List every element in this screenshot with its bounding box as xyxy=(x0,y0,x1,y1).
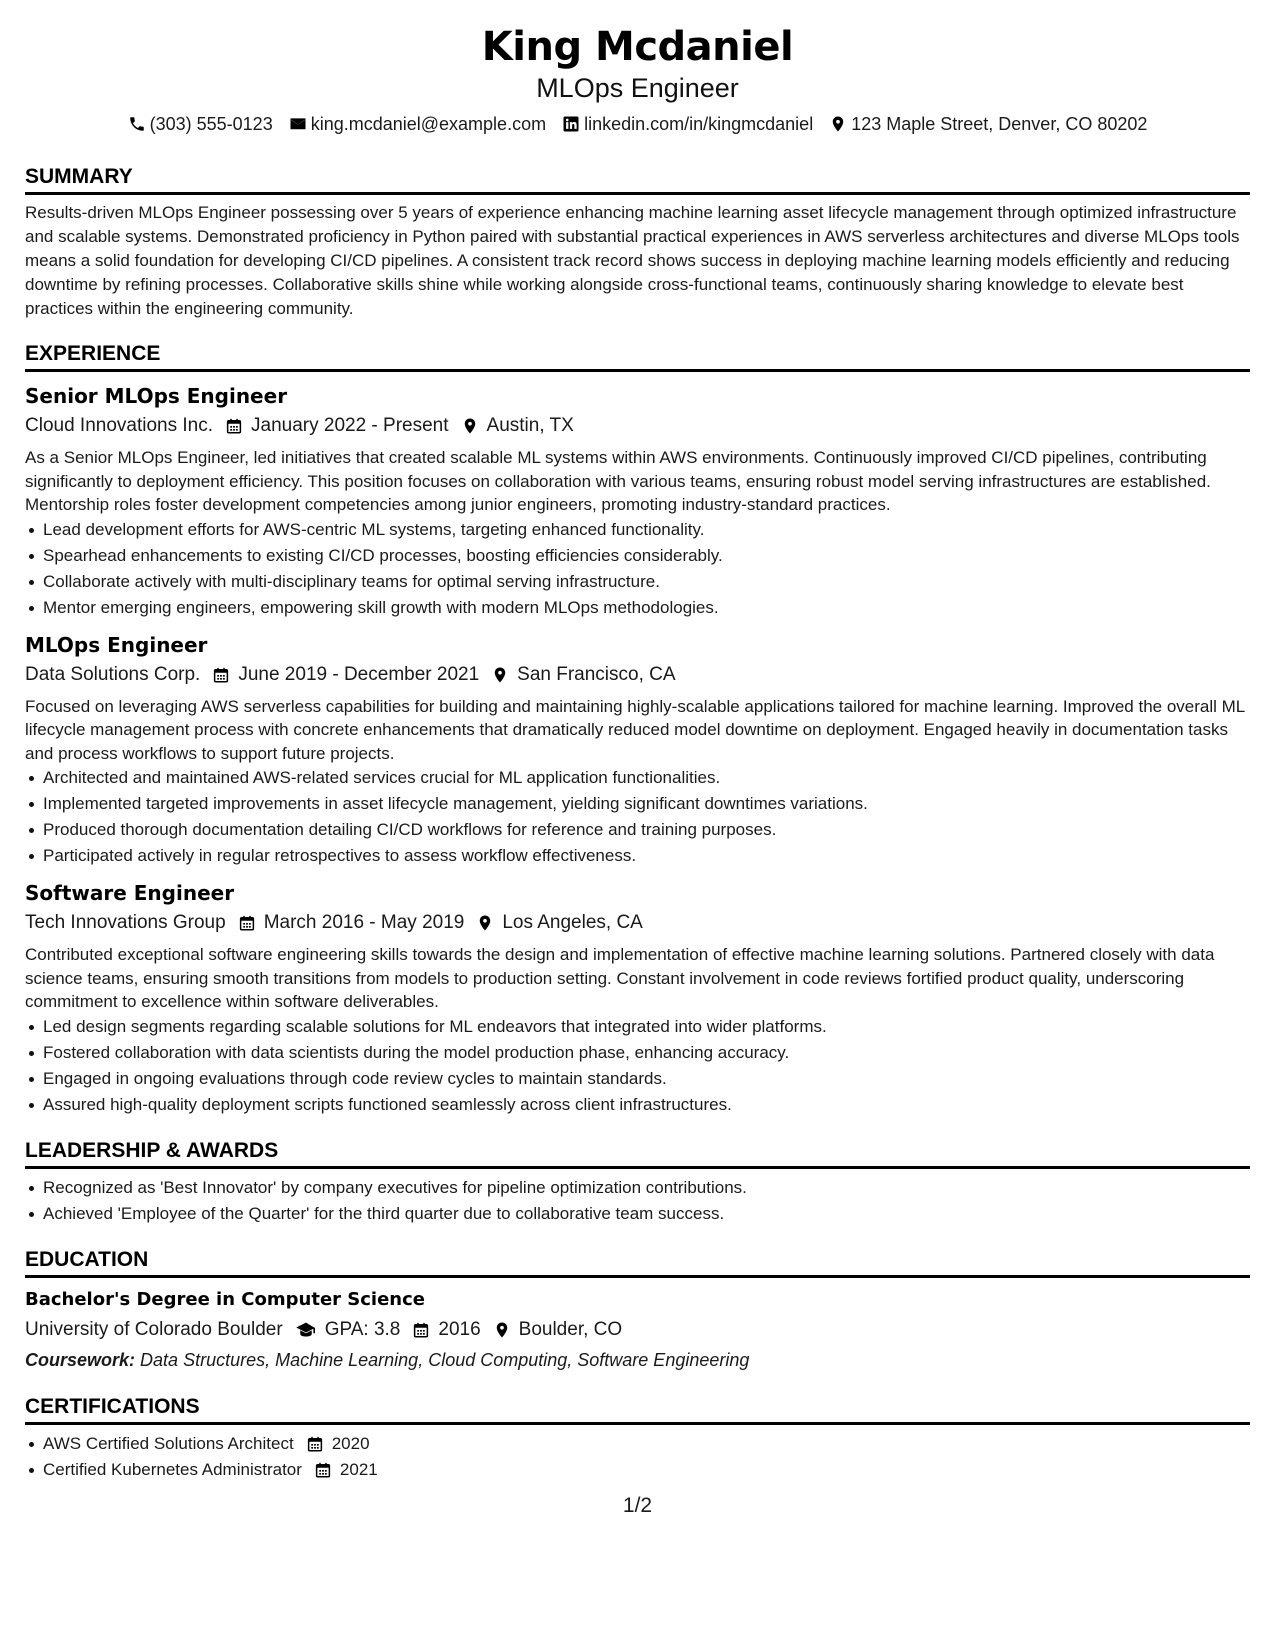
leadership-heading: LEADERSHIP & AWARDS xyxy=(25,1138,1250,1169)
experience-section xyxy=(25,341,1250,1118)
list-item: Lead development efforts for AWS-centric ML systems, targeting enhanced functionality. xyxy=(43,517,1250,543)
certifications-section xyxy=(25,1394,1250,1483)
list-item: Led design segments regarding scalable solutions for ML endeavors that integrated into wider platforms. xyxy=(43,1014,1250,1040)
job-bullets xyxy=(25,765,1250,869)
job-dates: March 2016 - May 2019 xyxy=(263,912,465,933)
list-item: Participated actively in regular retrospectives to assess workflow effectiveness. xyxy=(43,843,1250,869)
list-item: Architected and maintained AWS-related services crucial for ML application functionalities. xyxy=(43,765,1250,791)
list-item: Implemented targeted improvements in asset lifecycle management, yielding significant downtimes variations. xyxy=(43,791,1250,817)
email-link[interactable]: king.mcdaniel@example.com xyxy=(310,114,547,134)
job-location-group xyxy=(461,412,574,440)
summary-heading: SUMMARY xyxy=(25,164,1250,195)
map-pin-icon xyxy=(461,417,479,435)
list-item xyxy=(43,1431,1250,1457)
job-entry xyxy=(25,879,1250,1118)
calendar-icon xyxy=(238,914,256,932)
contact-phone xyxy=(128,112,273,136)
job-bullets xyxy=(25,1014,1250,1118)
job-company: Data Solutions Corp. xyxy=(25,663,201,685)
contact-bar xyxy=(25,112,1250,136)
job-dates: January 2022 - Present xyxy=(251,415,449,436)
certifications-list xyxy=(25,1431,1250,1483)
degree-title: Bachelor's Degree in Computer Science xyxy=(25,1288,425,1310)
list-item: Recognized as 'Best Innovator' by company executives for pipeline optimization contributions. xyxy=(43,1175,1250,1201)
linkedin-link[interactable]: linkedin.com/in/kingmcdaniel xyxy=(584,114,814,134)
job-location-group xyxy=(491,661,675,689)
cert-name: Certified Kubernetes Administrator xyxy=(43,1459,302,1479)
job-dates-group xyxy=(212,661,479,689)
map-pin-icon xyxy=(476,914,494,932)
list-item xyxy=(43,1457,1250,1483)
experience-heading: EXPERIENCE xyxy=(25,341,1250,372)
list-item: Fostered collaboration with data scientists during the model production phase, enhancing accuracy. xyxy=(43,1040,1250,1066)
education-section xyxy=(25,1247,1250,1374)
phone-icon xyxy=(128,115,146,133)
job-title: MLOps Engineer xyxy=(25,632,208,657)
cert-row xyxy=(43,1457,378,1483)
summary-text: Results-driven MLOps Engineer possessing over 5 years of experience enhancing machine learning asset lifecycle management through optimized infrastructure and scalable systems. Demonstrated proficiency in Python paired with substantial practical experiences in AWS serverless architectures and diverse MLOps tools means a solid foundation for developing CI/CD pipelines. A consistent track record shows success in deploying machine learning models efficiently and reducing downtime by refining processes. Collaborative skills shine while working alongside cross-functional teams, continuously sharing knowledge to elevate best practices within the engineering community. xyxy=(25,203,1240,318)
map-pin-icon xyxy=(829,115,847,133)
job-meta xyxy=(25,909,1250,937)
envelope-icon xyxy=(289,115,307,133)
job-meta xyxy=(25,661,1250,689)
job-description: As a Senior MLOps Engineer, led initiatives that created scalable ML systems within AWS environments. Continuously improved CI/CD pipelines, contributing significantly to deployment efficiency. This position focuses on collaboration with various teams, ensuring robust model serving infrastructures are established. Mentorship roles foster development competencies among junior engineers, promoting industry-standard practices. xyxy=(25,448,1211,514)
list-item: Produced thorough documentation detailing CI/CD workflows for reference and training purposes. xyxy=(43,817,1250,843)
school-name: University of Colorado Boulder xyxy=(25,1318,283,1340)
map-pin-icon xyxy=(491,666,509,684)
certifications-heading: CERTIFICATIONS xyxy=(25,1394,1250,1425)
cert-year: 2021 xyxy=(339,1459,378,1479)
job-dates: June 2019 - December 2021 xyxy=(238,663,480,685)
edu-location-group xyxy=(493,1316,623,1344)
gpa-group xyxy=(295,1316,401,1344)
job-title: Senior MLOps Engineer xyxy=(25,384,288,408)
year-group xyxy=(412,1316,480,1344)
job-title: Software Engineer xyxy=(25,881,235,905)
calendar-icon xyxy=(212,666,230,684)
page-number: 1/2 xyxy=(622,1494,653,1517)
coursework-label: Coursework: xyxy=(25,1349,136,1370)
job-company: Cloud Innovations Inc. xyxy=(25,415,214,436)
cert-row xyxy=(43,1431,370,1457)
phone-text: (303) 555-0123 xyxy=(149,114,273,134)
education-heading: EDUCATION xyxy=(25,1247,1250,1278)
job-description: Focused on leveraging AWS serverless capabilities for building and maintaining highly-scalable applications tailored for machine learning. Improved the overall ML lifecycle management process with concrete enhancements that dramatically reduced model downtime on deployment. Engaged heavily in documentation tasks and process workflows to support future projects. xyxy=(25,696,1245,763)
summary-section xyxy=(25,164,1250,321)
school-location: Boulder, CO xyxy=(518,1318,623,1340)
coursework-text: Data Structures, Machine Learning, Cloud Computing, Software Engineering xyxy=(140,1349,750,1370)
contact-address xyxy=(829,112,1147,136)
cert-name: AWS Certified Solutions Architect xyxy=(43,1433,294,1453)
list-item: Collaborate actively with multi-disciplinary teams for optimal serving infrastructure. xyxy=(43,569,1250,595)
job-description: Contributed exceptional software engineering skills towards the design and implementation of effective machine learning solutions. Partnered closely with data science teams, ensuring smooth transitions from models to production setting. Constant involvement in code reviews fortified product quality, underscoring commitment to excellence within software deliverables. xyxy=(25,945,1215,1011)
contact-linkedin xyxy=(562,112,813,136)
address-text: 123 Maple Street, Denver, CO 80202 xyxy=(851,114,1148,134)
coursework xyxy=(25,1346,1250,1374)
resume-header xyxy=(25,22,1250,136)
map-pin-icon xyxy=(493,1321,511,1339)
calendar-icon xyxy=(225,417,243,435)
job-company: Tech Innovations Group xyxy=(25,912,226,933)
contact-email xyxy=(289,112,546,136)
graduation-cap-icon xyxy=(295,1321,317,1339)
job-dates-group xyxy=(238,909,465,937)
calendar-icon xyxy=(306,1435,324,1453)
leadership-list xyxy=(25,1175,1250,1227)
cert-year: 2020 xyxy=(331,1433,370,1453)
calendar-icon xyxy=(412,1321,430,1339)
job-bullets xyxy=(25,517,1250,621)
candidate-name: King Mcdaniel xyxy=(481,24,794,70)
leadership-section xyxy=(25,1138,1250,1227)
job-location: Austin, TX xyxy=(486,415,574,436)
list-item: Achieved 'Employee of the Quarter' for the third quarter due to collaborative team success. xyxy=(43,1201,1250,1227)
calendar-icon xyxy=(314,1461,332,1479)
job-location: San Francisco, CA xyxy=(517,663,676,685)
list-item: Spearhead enhancements to existing CI/CD processes, boosting efficiencies considerably. xyxy=(43,543,1250,569)
education-meta xyxy=(25,1316,1250,1344)
job-entry xyxy=(25,631,1250,870)
list-item: Assured high-quality deployment scripts functioned seamlessly across client infrastructures. xyxy=(43,1092,1250,1118)
job-location-group xyxy=(476,909,642,937)
graduation-year: 2016 xyxy=(438,1318,481,1340)
job-location: Los Angeles, CA xyxy=(502,912,643,933)
gpa-text: GPA: 3.8 xyxy=(324,1318,401,1340)
linkedin-icon xyxy=(562,115,580,133)
list-item: Mentor emerging engineers, empowering skill growth with modern MLOps methodologies. xyxy=(43,595,1250,621)
job-meta xyxy=(25,412,1250,440)
job-dates-group xyxy=(225,412,449,440)
list-item: Engaged in ongoing evaluations through code review cycles to maintain standards. xyxy=(43,1066,1250,1092)
candidate-title: MLOps Engineer xyxy=(536,73,739,103)
job-entry xyxy=(25,382,1250,621)
